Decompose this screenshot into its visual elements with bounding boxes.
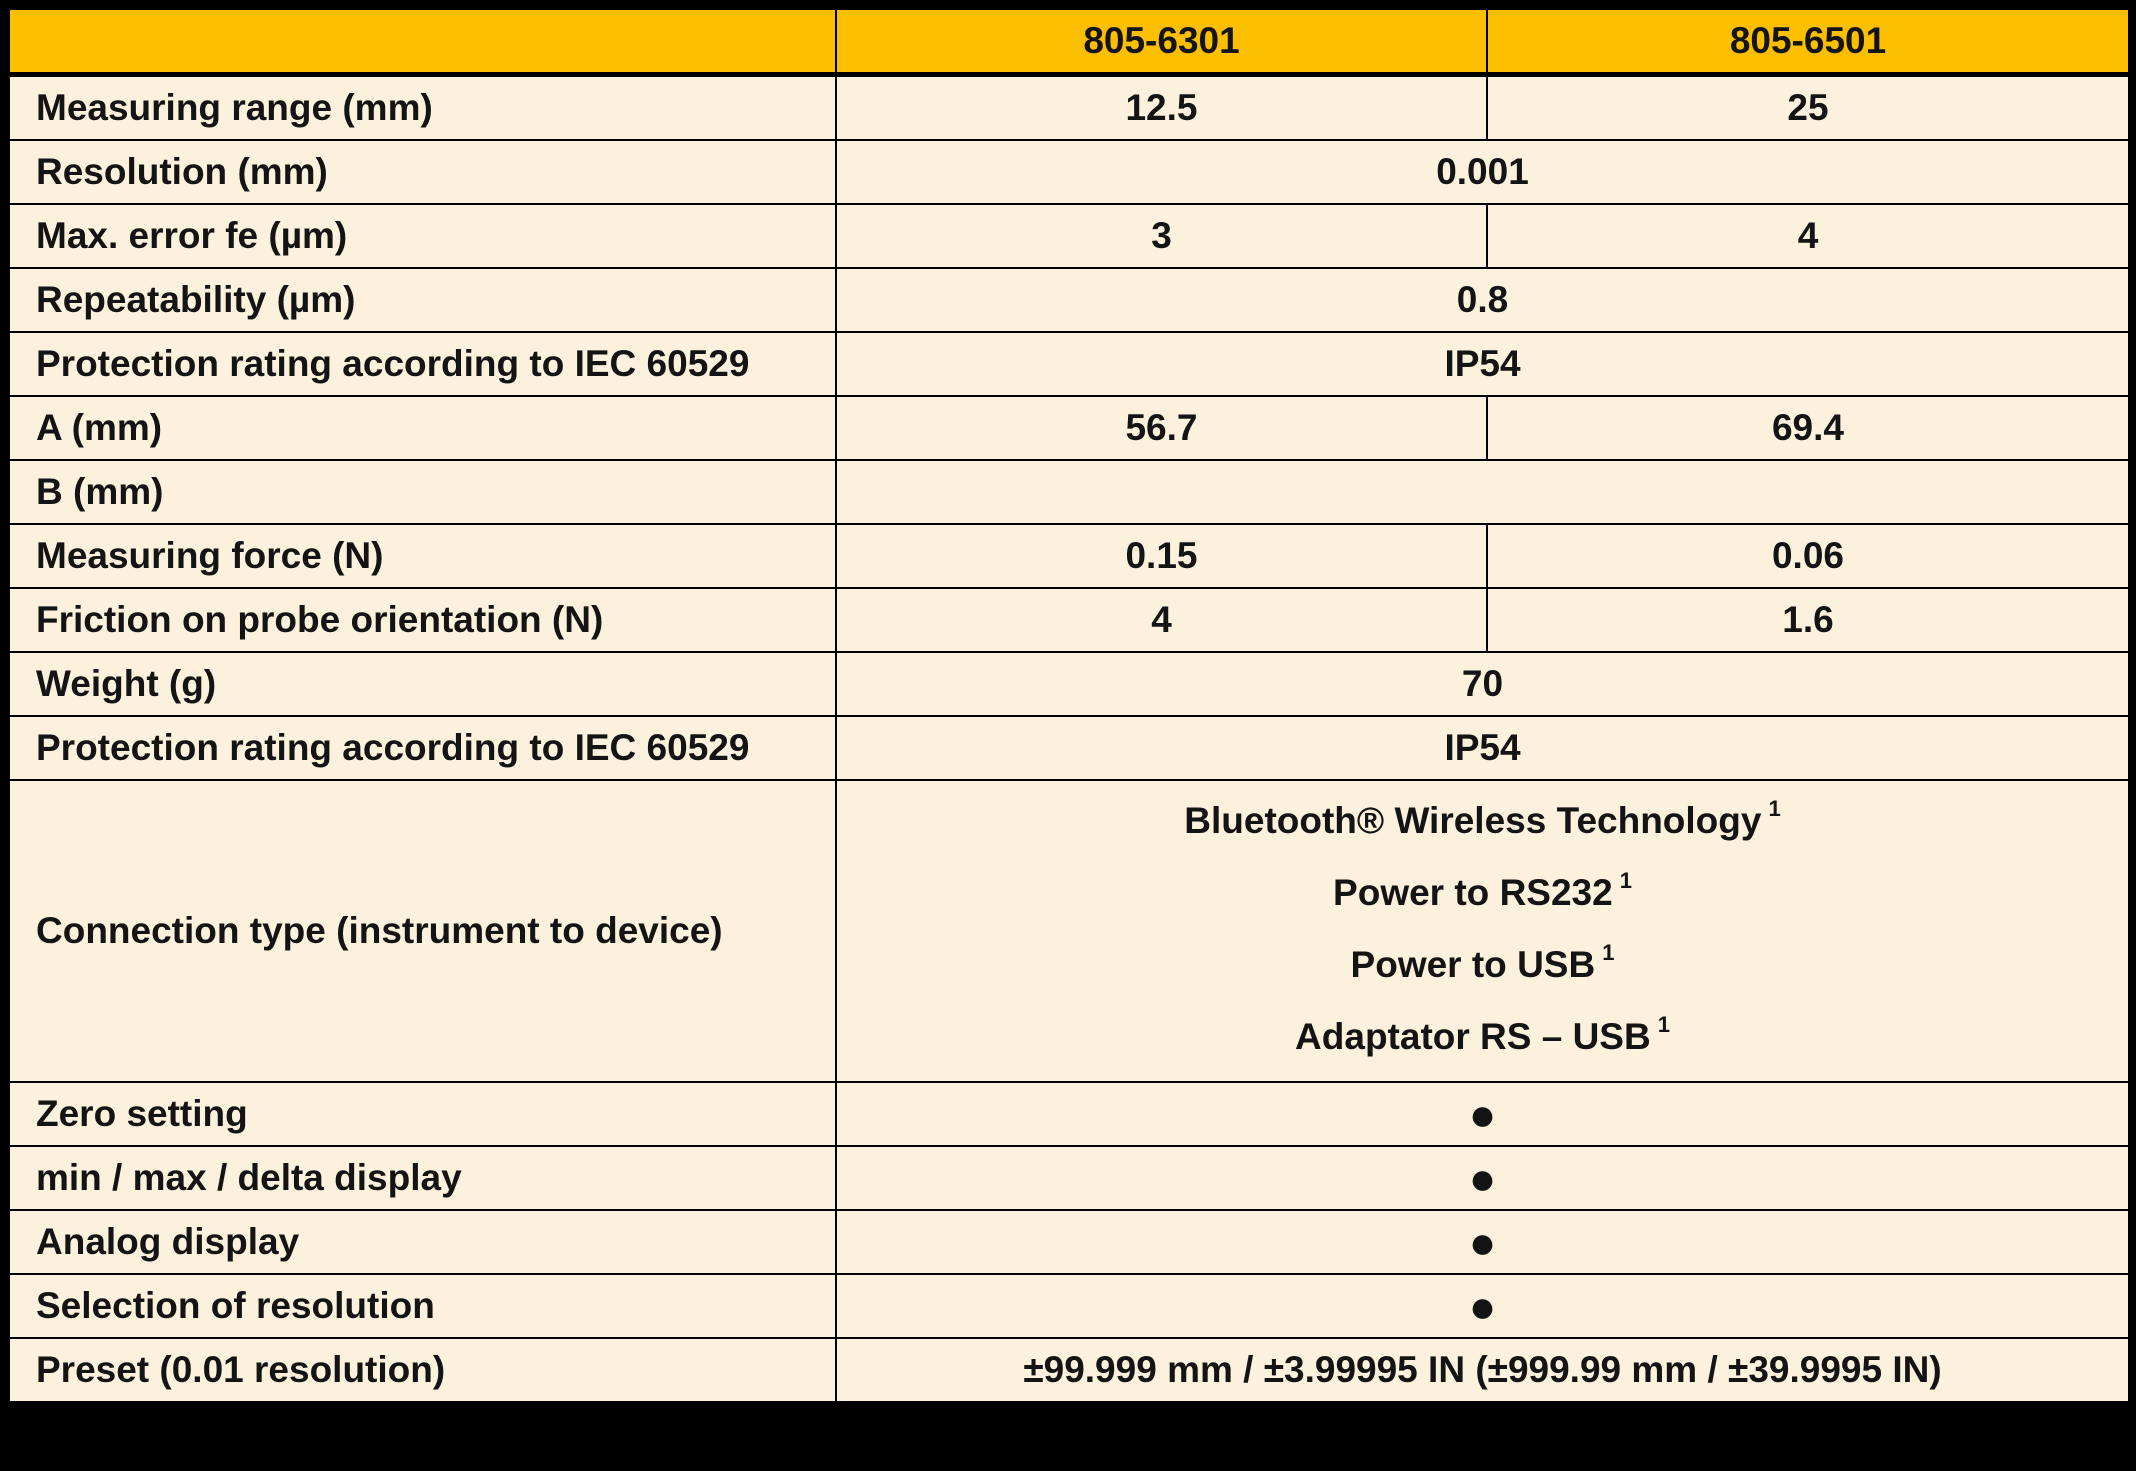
table-row <box>9 460 2129 524</box>
row-value-merged: ±99.999 mm / ±3.99995 IN (±999.99 mm / ±39.9995 IN) <box>836 1338 2129 1402</box>
table-row <box>9 332 2129 396</box>
connection-option-text: Bluetooth® Wireless Technology <box>1184 800 1762 841</box>
table-header-row <box>9 9 2129 75</box>
row-value-merged: IP54 <box>836 716 2129 780</box>
feature-dot: ● <box>836 1146 2129 1210</box>
table-row <box>9 140 2129 204</box>
feature-dot: ● <box>836 1082 2129 1146</box>
header-model-805-6301: 805-6301 <box>836 9 1487 75</box>
table-row <box>9 1146 2129 1210</box>
row-value-col2: 1.6 <box>1487 588 2129 652</box>
feature-dot: ● <box>836 1210 2129 1274</box>
row-value-col2: 0.06 <box>1487 524 2129 588</box>
connection-option <box>837 787 2128 859</box>
row-value-col1: 4 <box>836 588 1487 652</box>
table-row <box>9 268 2129 332</box>
table-row <box>9 1082 2129 1146</box>
row-label: Repeatability (µm) <box>9 268 836 332</box>
table-row <box>9 204 2129 268</box>
row-label: Preset (0.01 resolution) <box>9 1338 836 1402</box>
header-empty-cell <box>9 9 836 75</box>
row-label: Connection type (instrument to device) <box>9 780 836 1082</box>
row-value-merged: IP54 <box>836 332 2129 396</box>
row-value-merged: 0.8 <box>836 268 2129 332</box>
table-row <box>9 75 2129 141</box>
row-label: Max. error fe (µm) <box>9 204 836 268</box>
table-row-connection-type <box>9 780 2129 1082</box>
row-label: Friction on probe orientation (N) <box>9 588 836 652</box>
row-label: B (mm) <box>9 460 836 524</box>
row-label: min / max / delta display <box>9 1146 836 1210</box>
row-label: Analog display <box>9 1210 836 1274</box>
table-row <box>9 396 2129 460</box>
connection-option <box>837 931 2128 1003</box>
table-row <box>9 1274 2129 1338</box>
footnote-superscript: 1 <box>1619 868 1632 893</box>
row-value-col1: 56.7 <box>836 396 1487 460</box>
table-row <box>9 1210 2129 1274</box>
row-label: Protection rating according to IEC 60529 <box>9 332 836 396</box>
row-label: Protection rating according to IEC 60529 <box>9 716 836 780</box>
row-value-col2: 25 <box>1487 75 2129 141</box>
row-value-connection-list <box>836 780 2129 1082</box>
footnote-superscript: 1 <box>1768 796 1781 821</box>
row-label: Measuring range (mm) <box>9 75 836 141</box>
table-row <box>9 524 2129 588</box>
table-row <box>9 652 2129 716</box>
row-value-col2: 4 <box>1487 204 2129 268</box>
footnote-superscript: 1 <box>1657 1012 1670 1037</box>
footnote-superscript: 1 <box>1602 940 1615 965</box>
header-model-805-6501: 805-6501 <box>1487 9 2129 75</box>
row-value-col2: 69.4 <box>1487 396 2129 460</box>
table-row <box>9 716 2129 780</box>
table-row <box>9 1338 2129 1402</box>
row-label: A (mm) <box>9 396 836 460</box>
row-label: Weight (g) <box>9 652 836 716</box>
row-label: Selection of resolution <box>9 1274 836 1338</box>
row-value-col1: 12.5 <box>836 75 1487 141</box>
connection-option-text: Adaptator RS – USB <box>1295 1016 1651 1057</box>
row-value-col1: 0.15 <box>836 524 1487 588</box>
row-value-merged-empty <box>836 460 2129 524</box>
connection-option-text: Power to RS232 <box>1333 872 1613 913</box>
row-value-col1: 3 <box>836 204 1487 268</box>
row-label: Measuring force (N) <box>9 524 836 588</box>
connection-option-text: Power to USB <box>1350 944 1596 985</box>
row-value-merged: 0.001 <box>836 140 2129 204</box>
feature-dot: ● <box>836 1274 2129 1338</box>
specification-table <box>8 8 2130 1403</box>
connection-option <box>837 1003 2128 1075</box>
connection-option <box>837 859 2128 931</box>
row-label: Zero setting <box>9 1082 836 1146</box>
row-label: Resolution (mm) <box>9 140 836 204</box>
table-row <box>9 588 2129 652</box>
row-value-merged: 70 <box>836 652 2129 716</box>
